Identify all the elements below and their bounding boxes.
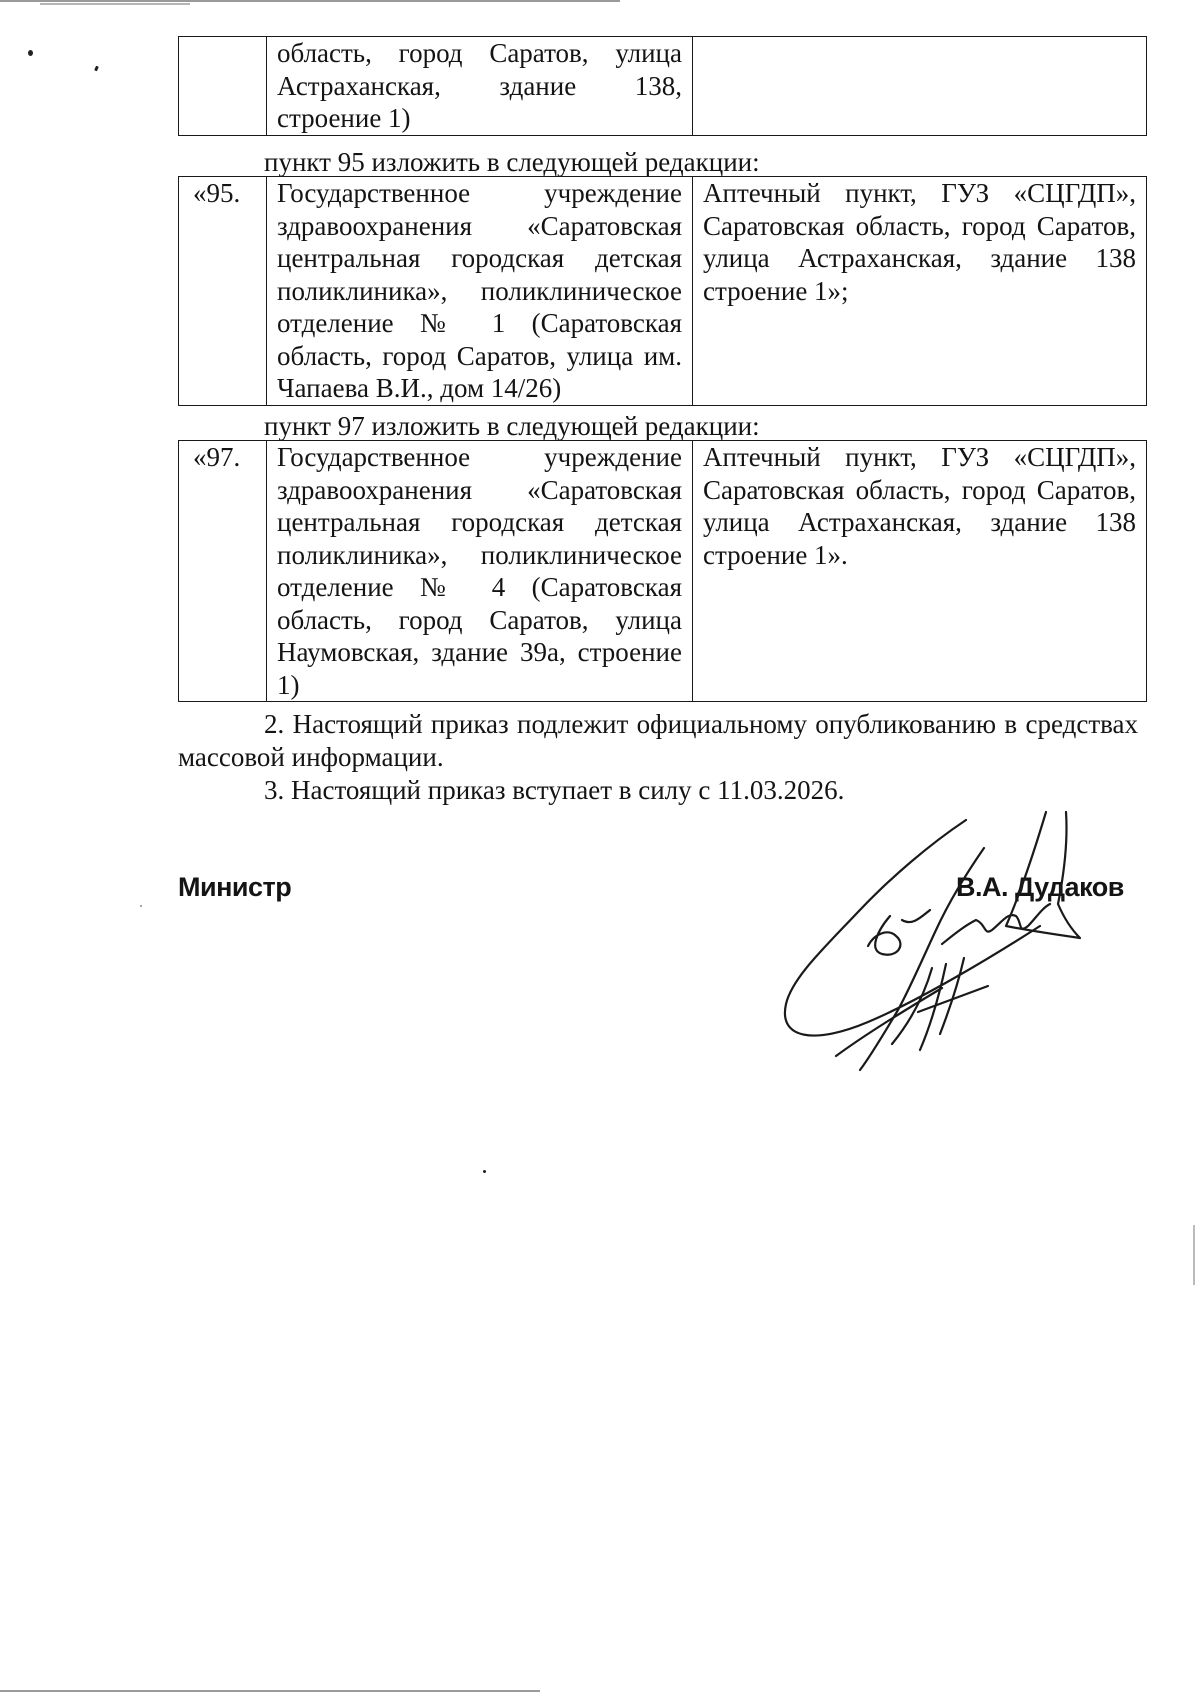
table-amendment-95 [178,176,1147,406]
row-number-cell: «97. [179,441,267,702]
scan-edge-top [0,0,620,2]
institution-cell: область, город Саратов, улица Астраханская, здание 138, строение 1) [267,37,693,136]
table-row [179,177,1147,406]
scan-edge-bottom [0,1690,540,1692]
institution-cell: Государственное учреждение здравоохранения «Саратовская центральная городская детская поликлиника», поликлиническое отделение № 4 (Саратовская область, город Саратов, улица Наумовская, здание 39а, строение 1) [267,441,693,702]
scan-speck [94,66,99,72]
paragraph-2: 2. Настоящий приказ подлежит официальному опубликованию в средствах массовой информации. [178,709,1138,772]
table-row [179,441,1147,702]
handwritten-signature [770,808,1130,1076]
pharmacy-cell: Аптечный пункт, ГУЗ «СЦГДП», Саратовская область, город Саратов, улица Астраханская, здание 138 строение 1». [693,441,1147,702]
amendment-95-instruction: пункт 95 изложить в следующей редакции: [264,147,760,177]
amendment-97-instruction: пункт 97 изложить в следующей редакции: [264,411,760,441]
scan-edge-top-secondary [40,3,190,5]
institution-cell: Государственное учреждение здравоохранения «Саратовская центральная городская детская поликлиника», поликлиническое отделение № 1 (Саратовская область, город Саратов, улица им. Чапаева В.И., дом 14/26) [267,177,693,406]
row-number-cell [179,37,267,136]
signer-name: В.А. Дудаков [956,872,1124,902]
table-continuation [178,36,1147,136]
pharmacy-cell [693,37,1147,136]
scan-speck [28,50,33,56]
table-row [179,37,1147,136]
row-number-cell: «95. [179,177,267,406]
scan-speck [140,905,142,907]
scan-speck [483,1170,486,1173]
pharmacy-cell: Аптечный пункт, ГУЗ «СЦГДП», Саратовская область, город Саратов, улица Астраханская, здание 138 строение 1»; [693,177,1147,406]
table-amendment-97 [178,440,1147,702]
signer-title: Министр [178,872,292,902]
scan-edge-right [1193,1225,1195,1285]
paragraph-3: 3. Настоящий приказ вступает в силу с 11.03.2026. [264,775,845,805]
